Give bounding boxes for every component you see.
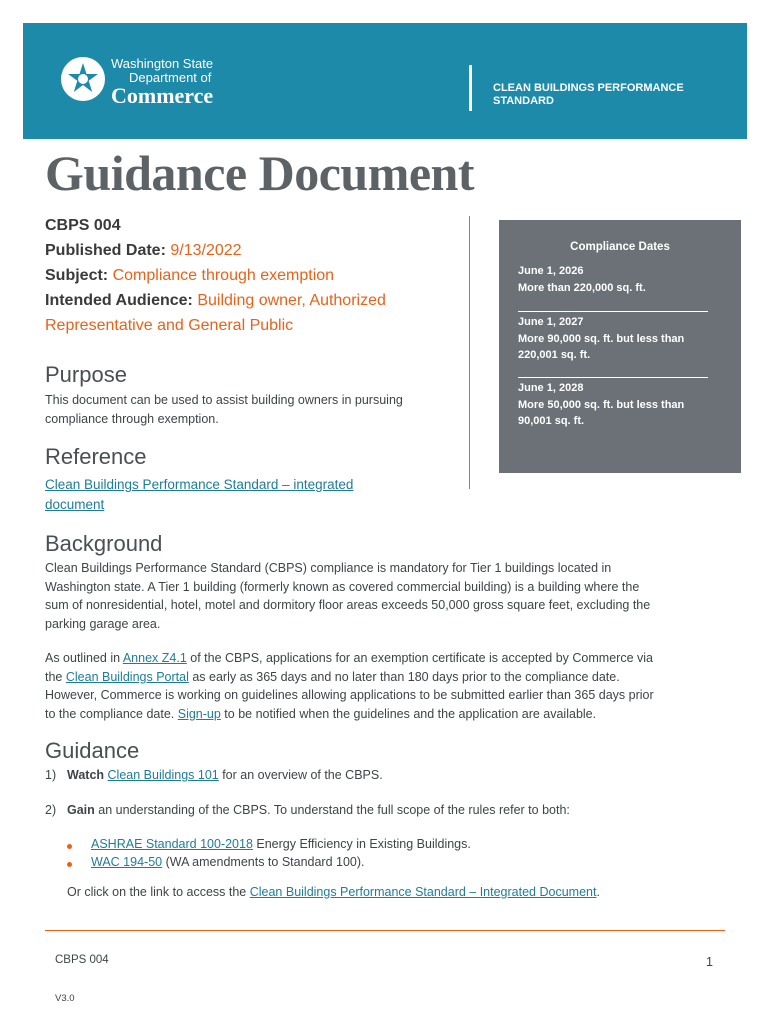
program-name-line2: STANDARD [493,95,554,107]
logo-line-commerce: Commerce [111,83,214,108]
background-p2-text: to be notified when the guidelines and the application are available. [220,706,597,721]
signup-link[interactable]: Sign-up [177,706,221,721]
page-number: 1 [706,955,713,969]
document-title: Guidance Document [45,145,474,201]
compliance-size-cont: 90,001 sq. ft. [518,415,585,427]
background-p2-text: of the CBPS, applications for an exemption certificate is accepted by Commerce via [186,651,653,665]
bullet-item-ashrae [91,837,471,851]
bullet-item-text: Energy Efficiency in Existing Buildings. [252,837,471,851]
published-date-label: Published Date: [45,242,166,259]
logo-line-state: Washington State [111,56,214,71]
audience-value-line2: Representative and General Public [45,317,294,334]
compliance-date: June 1, 2027 [518,316,584,328]
compliance-size-cont: 220,001 sq. ft. [518,349,591,361]
ashrae-link[interactable]: ASHRAE Standard 100-2018 [91,837,253,851]
purpose-heading: Purpose [45,362,127,387]
compliance-item [518,314,718,364]
header-divider [469,65,472,111]
background-p1-line: Clean Buildings Performance Standard (CBPS) compliance is mandatory for Tier 1 buildings located in [45,561,612,575]
commerce-logo[interactable] [59,55,229,107]
integrated-document-line [67,885,600,899]
subject-label: Subject: [45,267,109,284]
annex-link[interactable]: Annex Z4.1 [122,651,187,665]
star-logo-icon [59,55,107,103]
compliance-dates-title: Compliance Dates [570,241,670,253]
background-p2-text: However, Commerce is working on guidelines allowing applications to be submitted earlier than 365 days prior [45,688,654,703]
reference-block [45,475,455,514]
purpose-text [45,391,455,428]
audience-row [45,288,455,313]
bullet-item-wac [91,855,365,869]
clean-buildings-101-link[interactable]: Clean Buildings 101 [107,768,219,782]
background-p1-line: sum of nonresidential, hotel, motel and dormitory floor areas exceeds 50,000 gross square feet, excluding the [45,598,651,613]
footer-document-code: CBPS 004 [55,954,109,966]
purpose-text-line2: compliance through exemption. [45,411,219,426]
compliance-size: More 90,000 sq. ft. but less than [518,332,685,345]
background-paragraph-2 [45,649,735,723]
purpose-text-line1: This document can be used to assist building owners in pursuing [45,393,403,407]
background-p2-text: As outlined in [45,651,123,665]
bullet-icon [67,844,72,849]
step-2-text [67,803,570,817]
published-date-value: 9/13/2022 [170,242,242,259]
document-code: CBPS 004 [45,217,121,234]
header-band [23,23,747,139]
background-p2-text: to the compliance date. [45,706,178,721]
audience-label: Intended Audience: [45,292,193,309]
version-label: V3.0 [55,993,75,1004]
integrated-document-text: . [596,885,600,899]
background-p1-line: parking garage area. [45,616,161,631]
program-name [493,82,713,108]
document-meta [45,213,455,338]
integrated-document-text: Or click on the link to access the [67,885,250,899]
subject-row [45,263,455,288]
column-divider [469,216,470,489]
step-1-number: 1) [45,768,57,782]
step-2-verb: Gain [67,803,95,817]
background-p2-text: the [45,669,66,684]
reference-link[interactable] [45,477,353,512]
integrated-document-link[interactable]: Clean Buildings Performance Standard – Integrated Document [249,885,597,899]
subject-value: Compliance through exemption [112,267,335,284]
published-date-row [45,238,455,263]
reference-link-line1: Clean Buildings Performance Standard – integrated [45,477,354,492]
background-heading: Background [45,531,163,556]
footer-rule [45,930,725,931]
step-2-number: 2) [45,803,57,817]
audience-value-line1: Building owner, Authorized [197,292,386,309]
background-p1-line: Washington state. A Tier 1 building (formerly known as covered commercial building) is a building where the [45,579,640,594]
compliance-date: June 1, 2028 [518,382,584,394]
compliance-date: June 1, 2026 [518,265,584,277]
compliance-divider [518,311,708,312]
step-1-verb: Watch [67,768,105,782]
step-1-text [67,768,383,782]
program-name-line1: CLEAN BUILDINGS PERFORMANCE [493,82,684,94]
logo-line-department: Department of [129,70,212,85]
reference-link-line2: document [45,496,105,512]
guidance-heading: Guidance [45,738,140,763]
compliance-divider [518,377,708,378]
background-paragraph-1 [45,559,735,633]
wac-link[interactable]: WAC 194-50 [91,855,163,869]
compliance-item [518,263,718,296]
compliance-size: More than 220,000 sq. ft. [518,281,646,294]
bullet-icon [67,862,72,867]
step-1-rest: for an overview of the CBPS. [218,768,383,782]
reference-heading: Reference [45,444,147,469]
background-p2-text: as early as 365 days and no later than 180 days prior to the compliance date. [188,669,620,684]
compliance-dates-box [499,220,741,473]
portal-link[interactable]: Clean Buildings Portal [65,669,189,684]
step-2-rest: an understanding of the CBPS. To understand the full scope of the rules refer to both: [94,803,570,817]
bullet-item-text: (WA amendments to Standard 100). [162,855,365,869]
compliance-item [518,380,718,430]
compliance-size: More 50,000 sq. ft. but less than [518,398,685,411]
